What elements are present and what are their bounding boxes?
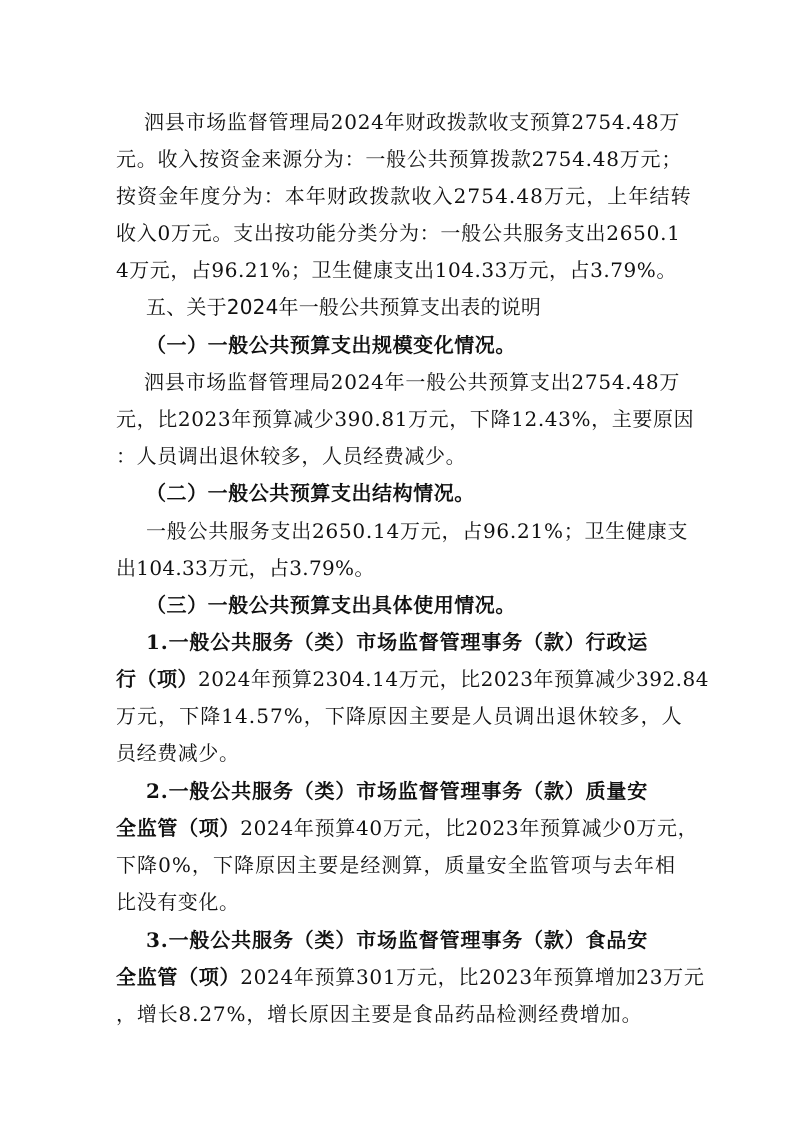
budget-summary-line-2: 元。收入按资金来源分为：一般公共预算拨款2754.48万元；	[116, 147, 683, 171]
item-3-title: 3.一般公共服务（类）市场监督管理事务（款）食品安	[146, 928, 649, 952]
item-1-title: 1.一般公共服务（类）市场监督管理事务（款）行政运	[146, 630, 649, 654]
item-2-line-4: 比没有变化。	[116, 890, 240, 914]
item-3-line-2: 全监管（项）2024年预算301万元，比2023年预算增加23万元	[116, 965, 705, 989]
item-1-line-4: 员经费减少。	[116, 741, 240, 765]
budget-summary-line-3: 按资金年度分为：本年财政拨款收入2754.48万元，上年结转	[116, 184, 692, 208]
structure-line-1: 一般公共服务支出2650.14万元，占96.21%；卫生健康支	[146, 519, 689, 543]
budget-summary-line-4: 收入0万元。支出按功能分类分为：一般公共服务支出2650.1	[116, 221, 681, 245]
item-2-line-2: 全监管（项）2024年预算40万元，比2023年预算减少0万元，	[116, 816, 699, 840]
item-1-bold-prefix: 行（项）	[116, 667, 198, 691]
item-2-title: 2.一般公共服务（类）市场监督管理事务（款）质量安	[146, 779, 649, 803]
item-2-bold-prefix: 全监管（项）	[116, 816, 241, 840]
subheading-structure: （二）一般公共预算支出结构情况。	[146, 481, 475, 505]
budget-summary-line-5: 4万元，占96.21%；卫生健康支出104.33万元，占3.79%。	[116, 258, 677, 282]
budget-summary-line-1: 泗县市场监督管理局2024年财政拨款收支预算2754.48万	[144, 110, 681, 134]
item-1-line-2: 行（项）2024年预算2304.14万元，比2023年预算减少392.84	[116, 667, 709, 691]
item-3-line-3: ，增长8.27%，增长原因主要是食品药品检测经费增加。	[116, 1002, 643, 1026]
subheading-scale-change: （一）一般公共预算支出规模变化情况。	[146, 333, 516, 357]
structure-line-2: 出104.33万元，占3.79%。	[116, 556, 375, 580]
scale-change-line-1: 泗县市场监督管理局2024年一般公共预算支出2754.48万	[144, 370, 681, 394]
item-1-line-3: 万元，下降14.57%，下降原因主要是人员调出退休较多，人	[116, 704, 683, 728]
scale-change-line-2: 元，比2023年预算减少390.81万元，下降12.43%，主要原因	[116, 407, 695, 431]
subheading-specific-usage: （三）一般公共预算支出具体使用情况。	[146, 593, 516, 617]
item-3-bold-prefix: 全监管（项）	[116, 965, 241, 989]
scale-change-line-3: ：人员调出退休较多，人员经费减少。	[116, 444, 467, 468]
section-heading-five: 五、关于2024年一般公共预算支出表的说明	[146, 295, 542, 319]
item-2-line-3: 下降0%，下降原因主要是经测算，质量安全监管项与去年相	[116, 853, 677, 877]
